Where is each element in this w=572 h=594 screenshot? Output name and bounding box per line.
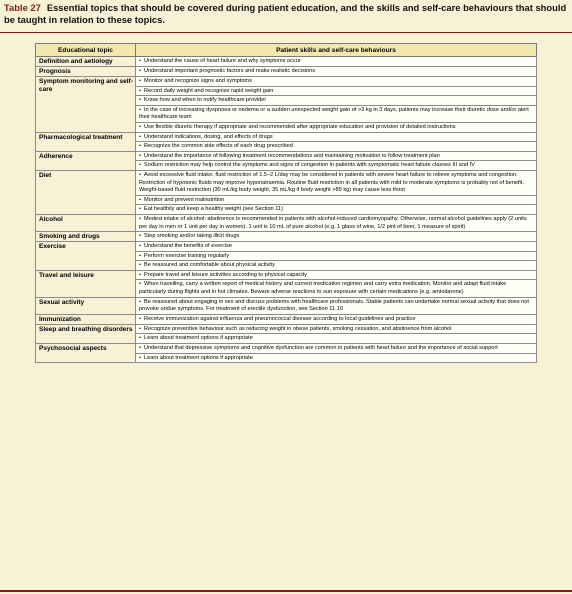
table-row bbox=[36, 77, 537, 87]
topic-cell: Pharmacological treatment bbox=[36, 132, 136, 151]
topic-cell: Prognosis bbox=[36, 67, 136, 77]
education-table bbox=[35, 43, 537, 363]
behaviour-cell bbox=[136, 353, 537, 363]
bullet-icon: • bbox=[139, 233, 141, 240]
table-caption-text: Essential topics that should be covered during patient education, and the skills and self-care behaviours that should be taught in relation to these topics. bbox=[4, 2, 567, 25]
table-number: Table 27 bbox=[4, 2, 41, 13]
behaviour-cell bbox=[136, 57, 537, 67]
behaviour-cell bbox=[136, 122, 537, 132]
bullet-icon: • bbox=[139, 87, 141, 94]
bullet-icon: • bbox=[139, 206, 141, 213]
bullet-icon: • bbox=[139, 58, 141, 64]
behaviour-text: Record daily weight and recognize rapid weight gain bbox=[144, 87, 274, 94]
behaviour-cell bbox=[136, 142, 537, 152]
behaviour-cell bbox=[136, 195, 537, 205]
topic-cell: Definition and aetiology bbox=[36, 57, 136, 67]
behaviour-text: Understand that depressive symptoms and cognitive dysfunction are common in patients with heart failure and the importance of social support bbox=[144, 345, 498, 352]
behaviour-text: Monitor and prevent malnutrition bbox=[144, 196, 225, 203]
behaviour-text: Use flexible diuretic therapy if appropriate and recommended after appropriate education and provision of detailed instructions bbox=[144, 123, 456, 130]
bullet-icon: • bbox=[139, 262, 141, 269]
table-row bbox=[36, 57, 537, 67]
bullet-icon: • bbox=[139, 281, 141, 288]
topic-cell: Smoking and drugs bbox=[36, 232, 136, 242]
behaviour-cell bbox=[136, 280, 537, 297]
bullet-icon: • bbox=[139, 252, 141, 259]
behaviour-cell bbox=[136, 334, 537, 344]
behaviour-text: When travelling, carry a written report of medical history and current medication regimen and carry extra medication. Monitor and adapt fluid intake particularly during flights and in hot climates. Beware adverse reactions to sun exposure with certain medications (e.g. amiodarone) bbox=[139, 281, 507, 296]
behaviour-text: Understand important prognostic factors and make realistic decisions bbox=[144, 68, 316, 74]
behaviour-text: Understand the cause of heart failure and why symptoms occur bbox=[144, 58, 301, 64]
table-row bbox=[36, 67, 537, 77]
bullet-icon: • bbox=[139, 162, 141, 169]
column-header-topic: Educational topic bbox=[36, 44, 136, 57]
table-row bbox=[36, 170, 537, 195]
header-row bbox=[36, 44, 537, 57]
bullet-icon: • bbox=[139, 143, 141, 150]
behaviour-cell bbox=[136, 105, 537, 122]
behaviour-cell bbox=[136, 261, 537, 271]
behaviour-text: Be reassured and comfortable about physical activity bbox=[144, 262, 275, 269]
topic-cell: Diet bbox=[36, 170, 136, 214]
behaviour-cell bbox=[136, 67, 537, 77]
behaviour-text: Recognize the common side effects of each drug prescribed bbox=[144, 143, 293, 150]
caption-rule bbox=[0, 32, 572, 33]
bullet-icon: • bbox=[139, 325, 141, 332]
behaviour-text: Prepare travel and leisure activities according to physical capacity bbox=[144, 271, 307, 278]
bullet-icon: • bbox=[139, 152, 141, 159]
behaviour-text: Understand indications, dosing, and effects of drugs bbox=[144, 133, 273, 140]
table-row bbox=[36, 151, 537, 161]
behaviour-text: Recognize preventive behaviour such as reducing weight in obese patients, smoking cessation, and abstinence from alcohol bbox=[144, 325, 452, 332]
bottom-rule bbox=[0, 590, 572, 592]
bullet-icon: • bbox=[139, 345, 141, 352]
behaviour-cell bbox=[136, 132, 537, 142]
behaviour-cell bbox=[136, 214, 537, 231]
behaviour-cell bbox=[136, 251, 537, 261]
behaviour-text: Learn about treatment options if appropriate bbox=[144, 335, 253, 342]
topic-cell: Adherence bbox=[36, 151, 136, 170]
bullet-icon: • bbox=[139, 97, 141, 104]
behaviour-cell bbox=[136, 170, 537, 195]
behaviour-text: Understand the importance of following treatment recommendations and maintaining motivation to follow treatment plan bbox=[144, 152, 440, 159]
behaviour-cell bbox=[136, 77, 537, 87]
behaviour-text: Monitor and recognize signs and symptoms bbox=[144, 78, 252, 84]
bullet-icon: • bbox=[139, 68, 141, 74]
bullet-icon: • bbox=[139, 133, 141, 140]
behaviour-cell bbox=[136, 161, 537, 171]
bullet-icon: • bbox=[139, 315, 141, 322]
table-body bbox=[36, 57, 537, 363]
table-row bbox=[36, 242, 537, 252]
behaviour-cell bbox=[136, 232, 537, 242]
topic-cell: Alcohol bbox=[36, 214, 136, 231]
table-row bbox=[36, 132, 537, 142]
behaviour-text: Avoid excessive fluid intake: fluid restriction of 1.5–2 L/day may be considered in patients with severe heart failure to relieve symptoms and congestion. Restriction of hypotonic fluids may improve hyponatraemia. Routine fluid restriction in all patients with mild to moderate symptoms is probably not of benefit. Weight-based fluid restriction (30 mL/kg body weight, 35 mL/kg if body weight >85 kg) may cause less thirst bbox=[139, 171, 524, 194]
table-row bbox=[36, 232, 537, 242]
behaviour-text: Eat healthily and keep a healthy weight (see Section 11) bbox=[144, 206, 283, 213]
table-row bbox=[36, 344, 537, 354]
bullet-icon: • bbox=[139, 215, 141, 222]
behaviour-cell bbox=[136, 314, 537, 324]
behaviour-text: Understand the benefits of exercise bbox=[144, 243, 232, 250]
bullet-icon: • bbox=[139, 106, 141, 113]
behaviour-text: Sodium restriction may help control the symptoms and signs of congestion in patients with symptomatic heart failure classes III and IV bbox=[144, 162, 475, 169]
behaviour-cell bbox=[136, 205, 537, 215]
behaviour-text: In the case of increasing dyspnoea or oedema or a sudden unexpected weight gain of >2 kg in 3 days, patients may increase their diuretic dose and/or alert their healthcare team bbox=[139, 106, 529, 121]
topic-cell: Exercise bbox=[36, 242, 136, 271]
behaviour-cell bbox=[136, 297, 537, 314]
bullet-icon: • bbox=[139, 123, 141, 130]
table-row bbox=[36, 214, 537, 231]
behaviour-text: Perform exercise training regularly bbox=[144, 252, 230, 259]
behaviour-text: Know how and when to notify healthcare provider bbox=[144, 97, 267, 104]
topic-cell: Sexual activity bbox=[36, 297, 136, 314]
behaviour-cell bbox=[136, 324, 537, 334]
table-row bbox=[36, 314, 537, 324]
topic-cell: Travel and leisure bbox=[36, 270, 136, 297]
behaviour-text: Stop smoking and/or taking illicit drugs bbox=[144, 233, 240, 240]
behaviour-cell bbox=[136, 270, 537, 280]
topic-cell: Sleep and breathing disorders bbox=[36, 324, 136, 343]
behaviour-text: Modest intake of alcohol: abstinence is recommended in patients with alcohol-induced cardiomyopathy. Otherwise, normal alcohol guidelines apply (2 units per day in men or 1 unit per day in women). 1 unit is 10 mL of pure alcohol (e.g. 1 glass of wine, 1/2 pint of beer, 1 measure of spirit) bbox=[139, 215, 527, 230]
bullet-icon: • bbox=[139, 196, 141, 203]
topic-cell: Psychosocial aspects bbox=[36, 344, 136, 363]
behaviour-text: Learn about treatment options if appropriate bbox=[144, 354, 253, 361]
bullet-icon: • bbox=[139, 243, 141, 250]
behaviour-cell bbox=[136, 344, 537, 354]
table-row bbox=[36, 324, 537, 334]
table-row bbox=[36, 270, 537, 280]
bullet-icon: • bbox=[139, 171, 141, 178]
behaviour-cell bbox=[136, 151, 537, 161]
behaviour-cell bbox=[136, 86, 537, 96]
bullet-icon: • bbox=[139, 354, 141, 361]
behaviour-text: Receive immunization against influenza and pneumococcal disease according to local guidelines and practice bbox=[144, 315, 416, 322]
bullet-icon: • bbox=[139, 78, 141, 84]
behaviour-cell bbox=[136, 96, 537, 106]
bullet-icon: • bbox=[139, 335, 141, 342]
table-row bbox=[36, 297, 537, 314]
bullet-icon: • bbox=[139, 271, 141, 278]
behaviour-cell bbox=[136, 242, 537, 252]
table-caption bbox=[4, 2, 568, 26]
behaviour-text: Be reassured about engaging in sex and discuss problems with healthcare professionals. Stable patients can undertake normal sexual activity that does not provoke undue symptoms. For treatment of erectile dysfunction, see Section 11.10 bbox=[139, 298, 529, 313]
topic-cell: Immunization bbox=[36, 314, 136, 324]
topic-cell: Symptom monitoring and self-care bbox=[36, 77, 136, 133]
bullet-icon: • bbox=[139, 298, 141, 305]
column-header-behaviours: Patient skills and self-care behaviours bbox=[136, 44, 537, 57]
